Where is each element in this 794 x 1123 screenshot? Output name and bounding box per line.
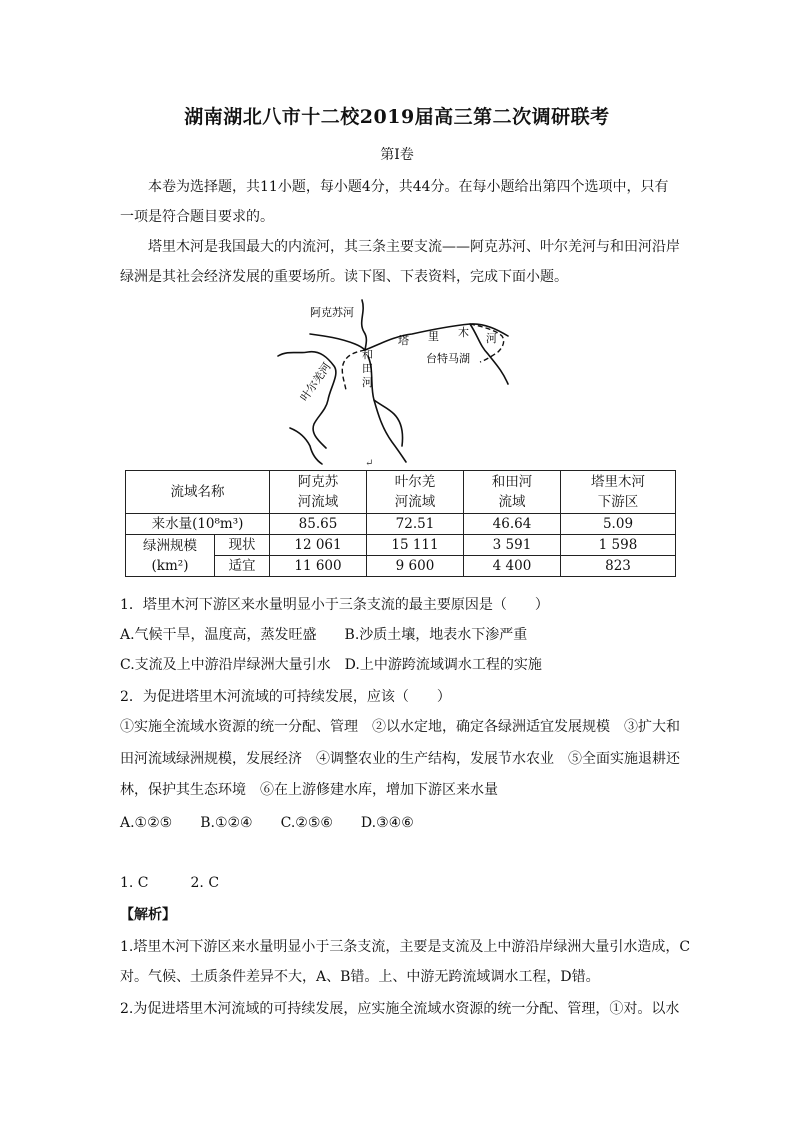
table-cell: 72.51 <box>367 514 464 535</box>
question-2-stem: 2．为促进塔里木河流域的可持续发展，应该（ ） <box>120 689 451 705</box>
table-cell: 9 600 <box>367 556 464 577</box>
instructions-paragraph: 本卷为选择题，共11小题，每小题4分，共44分。在每小题给出第四个选项中，只有一项是符合题目要求的。 <box>120 179 669 225</box>
tarim-river-map <box>270 296 530 466</box>
table-header-row <box>126 471 676 514</box>
map-label-taitema-lake: 台特马湖 <box>426 352 470 365</box>
map-label-tarim-4: 河 <box>486 332 497 345</box>
map-label-tarim-1: 塔 <box>398 334 409 347</box>
section-heading: 第Ⅰ卷 <box>380 147 414 163</box>
question-2-options: A.①②⑤ B.①②④ C.②⑤⑥ D.③④⑥ <box>120 815 414 831</box>
table-cell: 绿洲规模 (km²) <box>126 535 215 577</box>
question-stem-paragraph: 塔里木河是我国最大的内流河，其三条主要支流——阿克苏河、叶尔羌河与和田河沿岸绿洲是其社会经济发展的重要场所。读下图、下表资料，完成下面小题。 <box>120 239 680 285</box>
question-2-line-2: 田河流域绿洲规模，发展经济 ④调整农业的生产结构，发展节水农业 ⑤全面实施退耕还 <box>120 751 680 767</box>
table-cell: 15 111 <box>367 535 464 556</box>
table-row <box>126 514 676 535</box>
hydrology-data-table <box>125 470 676 577</box>
table-cell: 现状 <box>215 535 270 556</box>
map-label-tarim-3: 木 <box>458 326 469 339</box>
map-label-hotan-3: 河 <box>362 376 373 389</box>
table-header-cell: 叶尔羌 河流域 <box>367 471 464 514</box>
question-1-stem: 1．塔里木河下游区来水量明显小于三条支流的最主要原因是（ ） <box>120 597 549 613</box>
table-row <box>126 535 676 556</box>
table-cell: 来水量(10⁸m³) <box>126 514 270 535</box>
map-label-tarim-2: 里 <box>428 330 439 343</box>
analysis-2-line-1: 2.为促进塔里木河流域的可持续发展，应实施全流域水资源的统一分配、管理，①对。以水 <box>120 1001 680 1017</box>
table-cell: 5.09 <box>561 514 676 535</box>
table-cell: 3 591 <box>464 535 561 556</box>
question-1-options-cd: C.支流及上中游沿岸绿洲大量引水 D.上中游跨流域调水工程的实施 <box>120 657 542 673</box>
table-header-cell: 和田河 流域 <box>464 471 561 514</box>
table-cell: 4 400 <box>464 556 561 577</box>
table-cell: 适宜 <box>215 556 270 577</box>
analysis-heading: 【解析】 <box>120 907 176 923</box>
table-cell: 823 <box>561 556 676 577</box>
analysis-1-line-2: 对。气候、土质条件差异不大，A、B错。上、中游无跨流域调水工程，D错。 <box>120 969 600 985</box>
table-header-cell: 阿克苏 河流域 <box>270 471 367 514</box>
table-header-cell: 流域名称 <box>126 471 270 514</box>
table-cell: 11 600 <box>270 556 367 577</box>
question-2-line-3: 林，保护其生态环境 ⑥在上游修建水库，增加下游区来水量 <box>120 782 498 798</box>
question-1-options-ab: A.气候干旱，温度高，蒸发旺盛 B.沙质土壤，地表水下渗严重 <box>120 627 528 643</box>
map-label-yarkand: 叶尔羌河 <box>297 360 334 404</box>
return-mark-icon: ↵ <box>365 458 374 469</box>
table-cell: 1 598 <box>561 535 676 556</box>
map-label-aksu: 阿克苏河 <box>310 306 354 319</box>
answer-key: 1. C 2. C <box>120 875 220 891</box>
question-2-line-1: ①实施全流域水资源的统一分配、管理 ②以水定地，确定各绿洲适宜发展规模 ③扩大和 <box>120 719 680 735</box>
aksu-river-line <box>362 300 367 350</box>
table-cell: 85.65 <box>270 514 367 535</box>
analysis-1-line-1: 1.塔里木河下游区来水量明显小于三条支流，主要是支流及上中游沿岸绿洲大量引水造成，C <box>120 939 691 955</box>
table-header-cell: 塔里木河 下游区 <box>561 471 676 514</box>
map-label-hotan-2: 田 <box>362 362 373 375</box>
table-cell: 46.64 <box>464 514 561 535</box>
page-title: 湖南湖北八市十二校2019届高三第二次调研联考 <box>184 106 610 128</box>
map-label-hotan-1: 和 <box>362 348 373 361</box>
table-cell: 12 061 <box>270 535 367 556</box>
